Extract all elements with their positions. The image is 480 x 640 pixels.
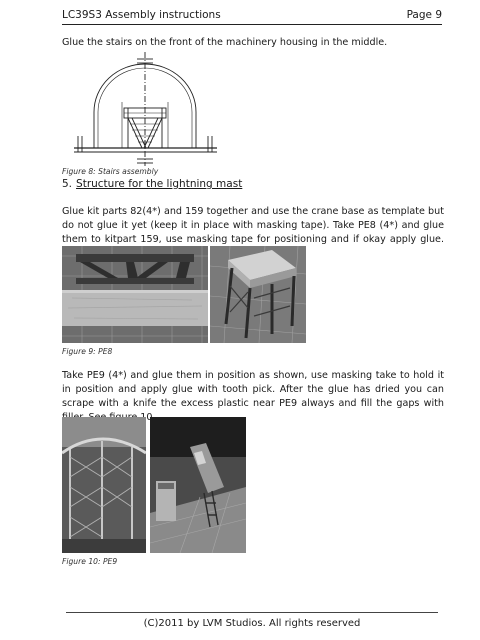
pe8-taped-photo xyxy=(62,246,208,343)
section-number: 5. xyxy=(62,178,73,190)
figure-8-caption: Figure 8: Stairs assembly xyxy=(62,167,159,176)
intro-paragraph: Glue the stairs on the front of the machinery housing in the middle. xyxy=(62,37,388,48)
stairs-assembly-diagram xyxy=(62,50,232,168)
crane-base-photo xyxy=(210,246,306,343)
section-title: Structure for the lightning mast xyxy=(76,178,243,190)
copyright-footer: (C)2011 by LVM Studios. All rights reserved xyxy=(143,618,361,629)
instruction-paragraph-2: Take PE9 (4*) and glue them in position as shown, use masking take to hold it in position and apply glue with tooth pick. After the glue has dried you can scrape with a knife the excess plastic near PE9 always and fill the gaps with 10. xyxy=(62,370,444,423)
figure-10-caption: Figure 10: PE9 xyxy=(62,557,118,566)
footer-divider xyxy=(66,612,438,613)
instruction-paragraph-1: Glue kit parts 82(4*) and 159 together and use the crane base as template but do not glue it yet (keep it in place with masking tape). Take PE8 (4*) and glue them to kitpart 159, use masking tape for positioning and if okay apply glue. xyxy=(62,206,444,245)
page-header xyxy=(62,8,442,25)
page-number: Page 9 xyxy=(406,9,442,21)
document-title: LC39S3 Assembly instructions xyxy=(62,9,221,21)
figure-9-caption: Figure 9: PE8 xyxy=(62,347,113,356)
lightning-mast-structure-photo xyxy=(62,417,146,553)
section-heading xyxy=(62,178,242,190)
applying-pe9-photo xyxy=(150,417,246,553)
